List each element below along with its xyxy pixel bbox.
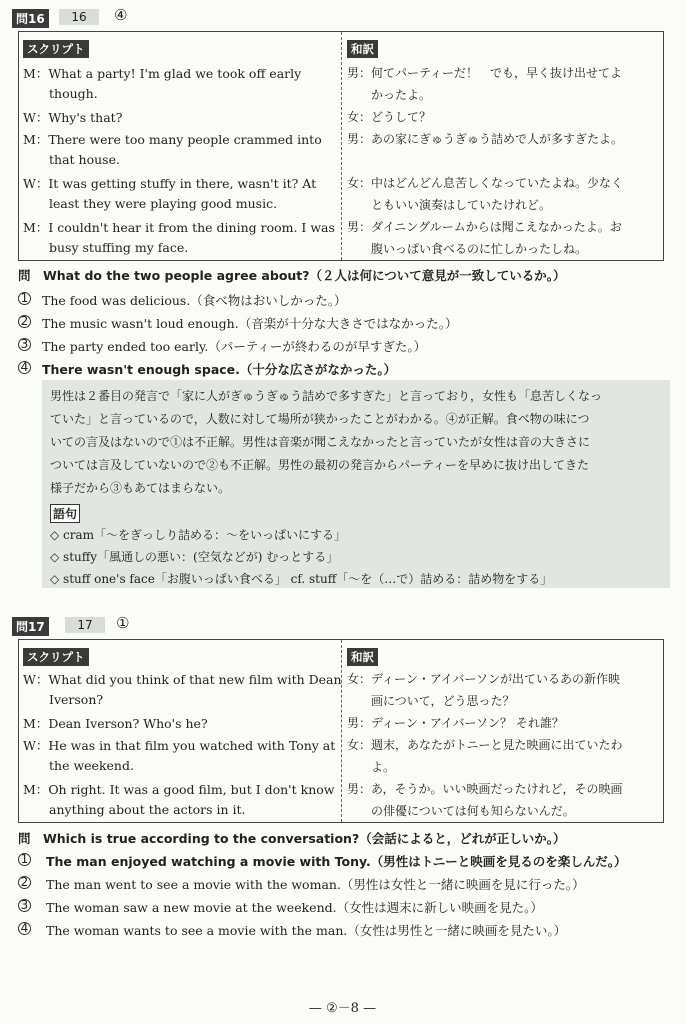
q16-script-header: スクリプト [23,40,89,58]
q16-option-3: The party ended too early.（パーティーが終わるのが早すぎた。） [42,339,427,354]
q16-vocab-1: ◇ cram「～をぎっしり詰める：～をいっぱいにする」 [50,528,347,542]
q17-trans-3b: よ。 [371,760,396,774]
q17-trans-2: 男：ディーン・アイバーソン？ それ誰？ [347,716,564,730]
q17-script-2: M：Dean Iverson? Who's he? [23,716,208,731]
q16-script-3: M：There were too many people crammed into [23,132,322,147]
q17-option-mark-4: 4 [18,922,31,935]
q17-option-3: The woman saw a new movie at the weekend.（女性は週末に新しい映画を見た。） [46,900,543,915]
q16-option-mark-2: 2 [18,315,31,328]
q16-script-5: M：I couldn't hear it from the dining room. I was [23,220,335,235]
q16-trans-2: 女：どうして？ [347,110,432,124]
q16-option-2: The music wasn't loud enough.（音楽が十分な大きさではなかった。） [42,316,458,331]
q16-vocab-header: 語句 [50,504,80,523]
q17-option-4: The woman wants to see a movie with the man.（女性は男性と一緒に映画を見たい。） [46,923,567,938]
q16-expl-line-4: ついては言及していないので②も不正解。男性の最初の発言からパーティーを早めに抜け出してきた [50,458,590,472]
q17-option-mark-1: 1 [18,853,31,866]
q16-vocab-2: ◇ stuffy「風通しの悪い：(空気などが) むっとする」 [50,550,339,564]
q16-trans-4b: ともいい演奏はしていたけれど。 [371,198,552,212]
q16-script-4b: least they were playing good music. [49,196,278,211]
q16-explanation-box [42,380,670,588]
q17-translation-header: 和訳 [347,648,378,666]
q16-trans-5b: 腹いっぱい食べるのに忙しかったしね。 [371,242,588,256]
q16-trans-5: 男：ダイニングルームからは聞こえなかったよ。お [347,220,622,234]
q16-expl-line-1: 男性は２番目の発言で「家に人がぎゅうぎゅう詰めで多すぎた」と言っており，女性も「息苦しくなっ [50,389,603,403]
q16-expl-line-5: 様子だから③もあてはまらない。 [50,481,231,495]
q17-trans-1b: 画について，どう思った？ [371,694,515,708]
q16-number: 16 [59,9,99,25]
page-number: — ②－8 — [308,1001,377,1016]
q16-option-4: There wasn't enough space.（十分な広さがなかった。） [42,362,397,377]
q17-answer: ① [116,614,130,632]
q16-script-5b: busy stuffing my face. [49,240,189,255]
q17-trans-4: 男：あ，そうか。いい映画だったけれど，その映画 [347,782,623,796]
q16-dialogue-panel [18,31,664,261]
q16-option-mark-1: 1 [18,292,31,305]
q17-script-4: M：Oh right. It was a good film, but I don't know [23,782,335,797]
q17-script-1: W：What did you think of that new film with Dean [23,672,342,687]
q16-script-1: M：What a party! I'm glad we took off early [23,66,302,81]
q16-trans-1b: かったよ。 [371,88,432,102]
q16-vocab-3: ◇ stuff one's face「お腹いっぱい食べる」 cf. stuff「～を（…で）詰める：詰め物をする」 [50,572,553,586]
q16-trans-4: 女：中はどんどん息苦しくなっていたよね。少なく [347,176,624,190]
q16-option-1: The food was delicious.（食べ物はおいしかった。） [42,293,347,308]
q17-script-4b: anything about the actors in it. [49,802,246,817]
q17-script-3b: the weekend. [49,758,134,773]
q16-script-1b: though. [49,86,98,101]
q17-number: 17 [65,617,105,633]
q16-expl-line-2: ていた」と言っているので，人数に対して場所が狭かったことがわかる。④が正解。食べ物の味につ [50,412,590,426]
q16-answer: ④ [114,6,128,24]
q16-script-3b: that house. [49,152,120,167]
q17-trans-3: 女：週末，あなたがトニーと見た映画に出ていたわ [347,738,623,752]
q17-option-2: The man went to see a movie with the woman.（男性は女性と一緒に映画を見に行った。） [46,877,585,892]
q17-trans-4b: の俳優については何も知らないんだ。 [371,804,575,818]
q17-trans-1: 女：ディーン・アイバーソンが出ているあの新作映 [347,672,621,686]
q17-script-3: W：He was in that film you watched with Tony at [23,738,336,753]
q16-trans-3: 男：あの家にぎゅうぎゅう詰めで人が多すぎたよ。 [347,132,624,146]
q17-script-header: スクリプト [23,648,89,666]
q16-option-mark-3: 3 [18,338,31,351]
q16-label: 問16 [12,9,49,28]
q16-script-4: W：It was getting stuffy in there, wasn't it? At [23,176,317,191]
q16-translation-header: 和訳 [347,40,378,58]
q17-label: 問17 [12,617,49,636]
q17-dialogue-panel [18,639,664,823]
q17-option-mark-2: 2 [18,876,31,889]
q17-script-1b: Iverson? [49,692,104,707]
q17-option-mark-3: 3 [18,899,31,912]
q16-question: 問 What do the two people agree about?（２人は何について意見が一致しているか。） [18,268,566,283]
q16-script-2: W：Why's that? [23,110,123,125]
q16-option-mark-4: 4 [18,361,31,374]
q17-option-1: The man enjoyed watching a movie with Tony.（男性はトニーと映画を見るのを楽しんだ。） [46,854,627,869]
q16-trans-1: 男：何てパーティーだ！ でも，早く抜け出せてよ [347,66,623,80]
q16-expl-line-3: いての言及はないので①は不正解。男性は音楽が聞こえなかったと言っていたが女性は音の大きさに [50,435,591,449]
q17-question: 問 Which is true according to the conversation?（会話によると，どれが正しいか。） [18,831,566,846]
